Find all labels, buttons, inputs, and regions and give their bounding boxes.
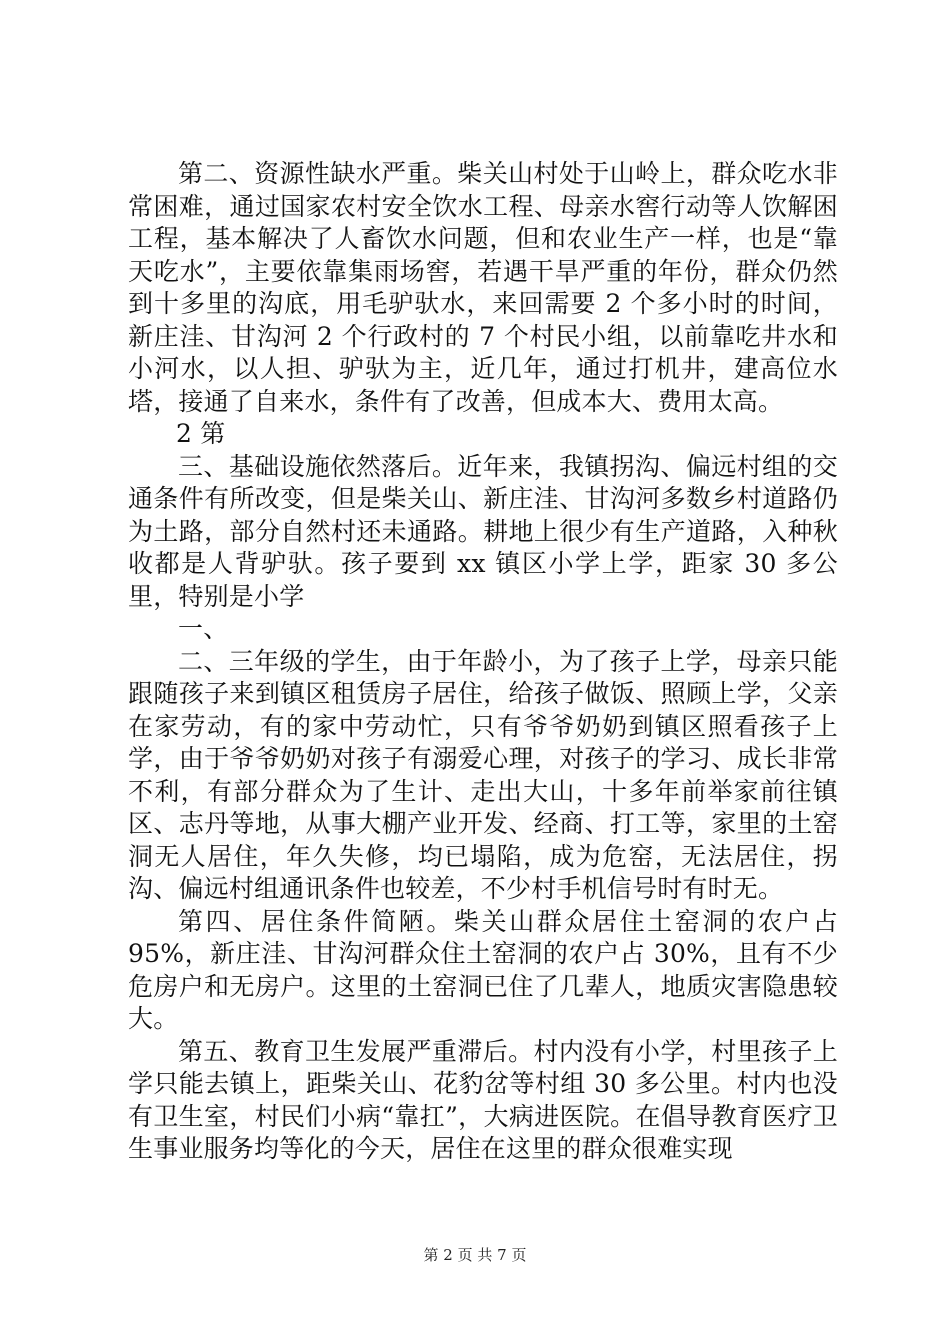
paragraph-water-shortage: 第二、资源性缺水严重。柴关山村处于山岭上，群众吃水非常困难，通过国家农村安全饮水工程、母亲水窖行动等人饮解困工程，基本解决了人畜饮水问题，但和农业生产一样，也是“靠天吃水”，主要依靠集雨场窖，若遇干旱严重的年份，群众仍然到十多里的沟底，用毛驴驮水，来回需要 2 个多小时的时间，新庄洼、甘沟河 2 个行政村的 7 个村民小组，以前靠吃井水和小河水，以人担、驴驮为主，近几年，通过打机井，建高位水塔，接通了自来水，条件有了改善，但成本大、费用太高。	[128, 159, 838, 416]
document-body	[128, 158, 838, 1166]
paragraph-fragment-list-marker: 一、	[178, 614, 229, 643]
paragraph-housing: 第四、居住条件简陋。柴关山群众居住土窑洞的农户占 95%，新庄洼、甘沟河群众住土窑洞的农户占 30%，且有不少危房户和无房户。这里的土窑洞已住了几辈人，地质灾害隐患较大。	[128, 906, 838, 1033]
page-footer: 第 2 页 共 7 页	[423, 1246, 527, 1264]
paragraph-infrastructure: 三、基础设施依然落后。近年来，我镇拐沟、偏远村组的交通条件有所改变，但是柴关山、新庄洼、甘沟河多数乡村道路仍为土路，部分自然村还未通路。耕地上很少有生产道路，入种秋收都是人背驴驮。孩子要到 xx 镇区小学上学，距家 30 多公里，特别是小学	[128, 451, 838, 611]
paragraph-schooling: 二、三年级的学生，由于年龄小，为了孩子上学，母亲只能跟随孩子来到镇区租赁房子居住，给孩子做饭、照顾上学，父亲在家劳动，有的家中劳动忙，只有爷爷奶奶到镇区照看孩子上学，由于爷爷奶奶对孩子有溺爱心理，对孩子的学习、成长非常不利，有部分群众为了生计、走出大山，十多年前举家前往镇区、志丹等地，从事大棚产业开发、经商、打工等，家里的土窑洞无人居住，年久失修，均已塌陷，成为危窑，无法居住，拐沟、偏远村组通讯条件也较差，不少村手机信号时有时无。	[128, 646, 838, 903]
paragraph-fragment-heading: 2 第	[176, 419, 226, 448]
paragraph-education-health: 第五、教育卫生发展严重滞后。村内没有小学，村里孩子上学只能去镇上，距柴关山、花豹岔等村组 30 多公里。村内也没有卫生室，村民们小病“靠扛”，大病进医院。在倡导教育医疗卫生事业服务均等化的今天，居住在这里的群众很难实现	[128, 1036, 838, 1163]
